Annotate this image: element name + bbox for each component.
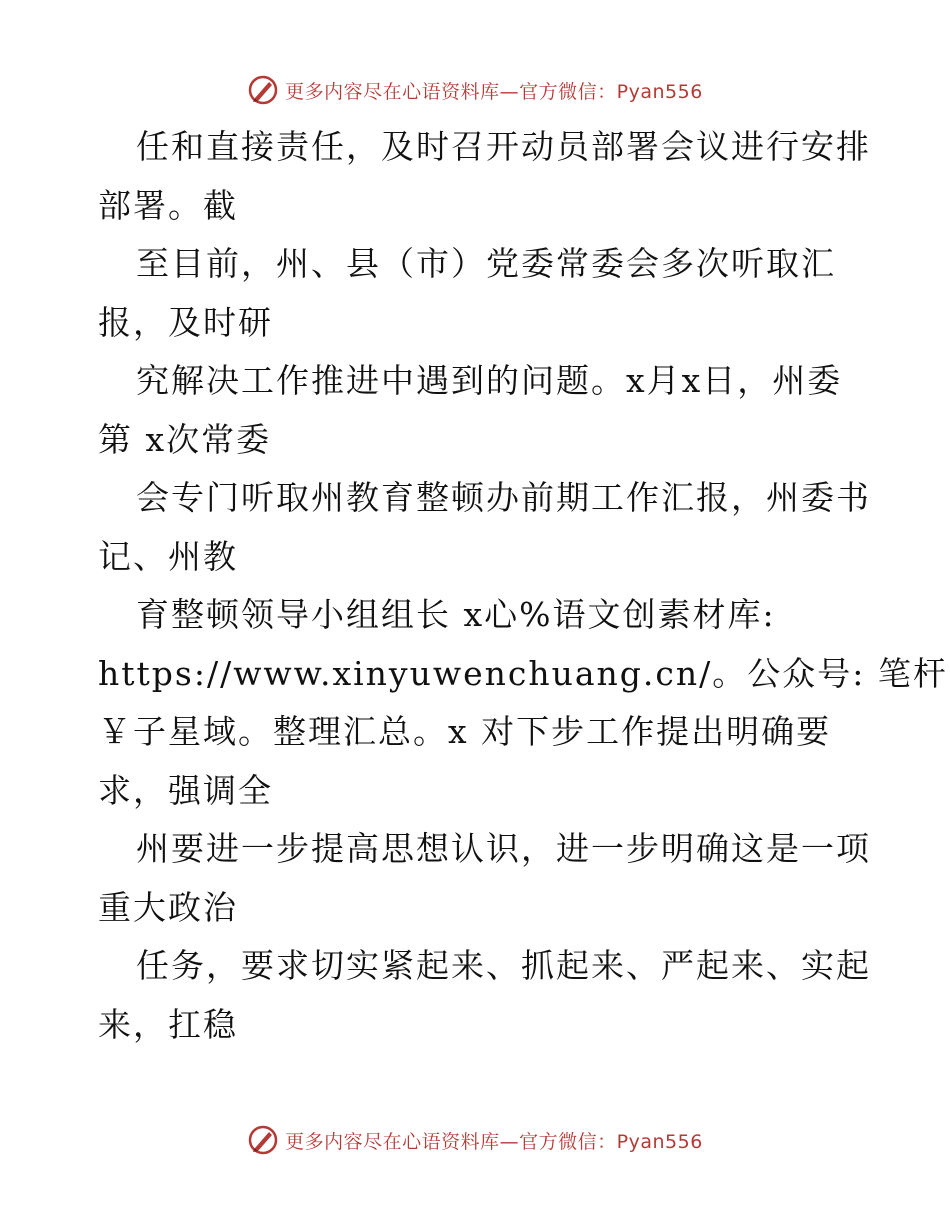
text-line: 至目前，州、县（市）党委常委会多次听取汇 — [136, 244, 836, 283]
text-line: 育整顿领导小组组长 x心%语文创素材库: — [136, 595, 776, 634]
text-line: 会专门听取州教育整顿办前期工作汇报，州委书 — [136, 478, 871, 517]
text-line: 报，及时研 — [98, 302, 273, 342]
document-body — [98, 118, 948, 1054]
pen-logo-icon — [247, 1124, 279, 1156]
text-line: 任务，要求切实紧起来、抓起来、严起来、实起 — [136, 946, 871, 985]
pen-logo-icon — [247, 74, 279, 106]
footer-banner — [0, 1120, 950, 1160]
text-line: 第 x次常委 — [98, 419, 272, 459]
text-line: https://www.xinyuwenchuang.cn/。公众号: 笔杆 — [98, 653, 948, 693]
text-line: 部署。截 — [98, 185, 238, 225]
text-line: ￥子星域。整理汇总。x 对下步工作提出明确要 — [98, 712, 832, 751]
header-banner — [0, 70, 950, 110]
text-line: 重大政治 — [98, 887, 238, 927]
text-line: 究解决工作推进中遇到的问题。x月x日，州委 — [136, 361, 843, 400]
text-line: 来，扛稳 — [98, 1004, 238, 1044]
text-line: 任和直接责任，及时召开动员部署会议进行安排 — [136, 127, 871, 166]
header-banner-text: 更多内容尽在心语资料库—官方微信：Pyan556 — [285, 80, 703, 103]
text-line: 州要进一步提高思想认识，进一步明确这是一项 — [136, 829, 871, 868]
text-line: 求，强调全 — [98, 770, 273, 810]
footer-banner-text: 更多内容尽在心语资料库—官方微信：Pyan556 — [285, 1130, 703, 1153]
text-line: 记、州教 — [98, 536, 238, 576]
